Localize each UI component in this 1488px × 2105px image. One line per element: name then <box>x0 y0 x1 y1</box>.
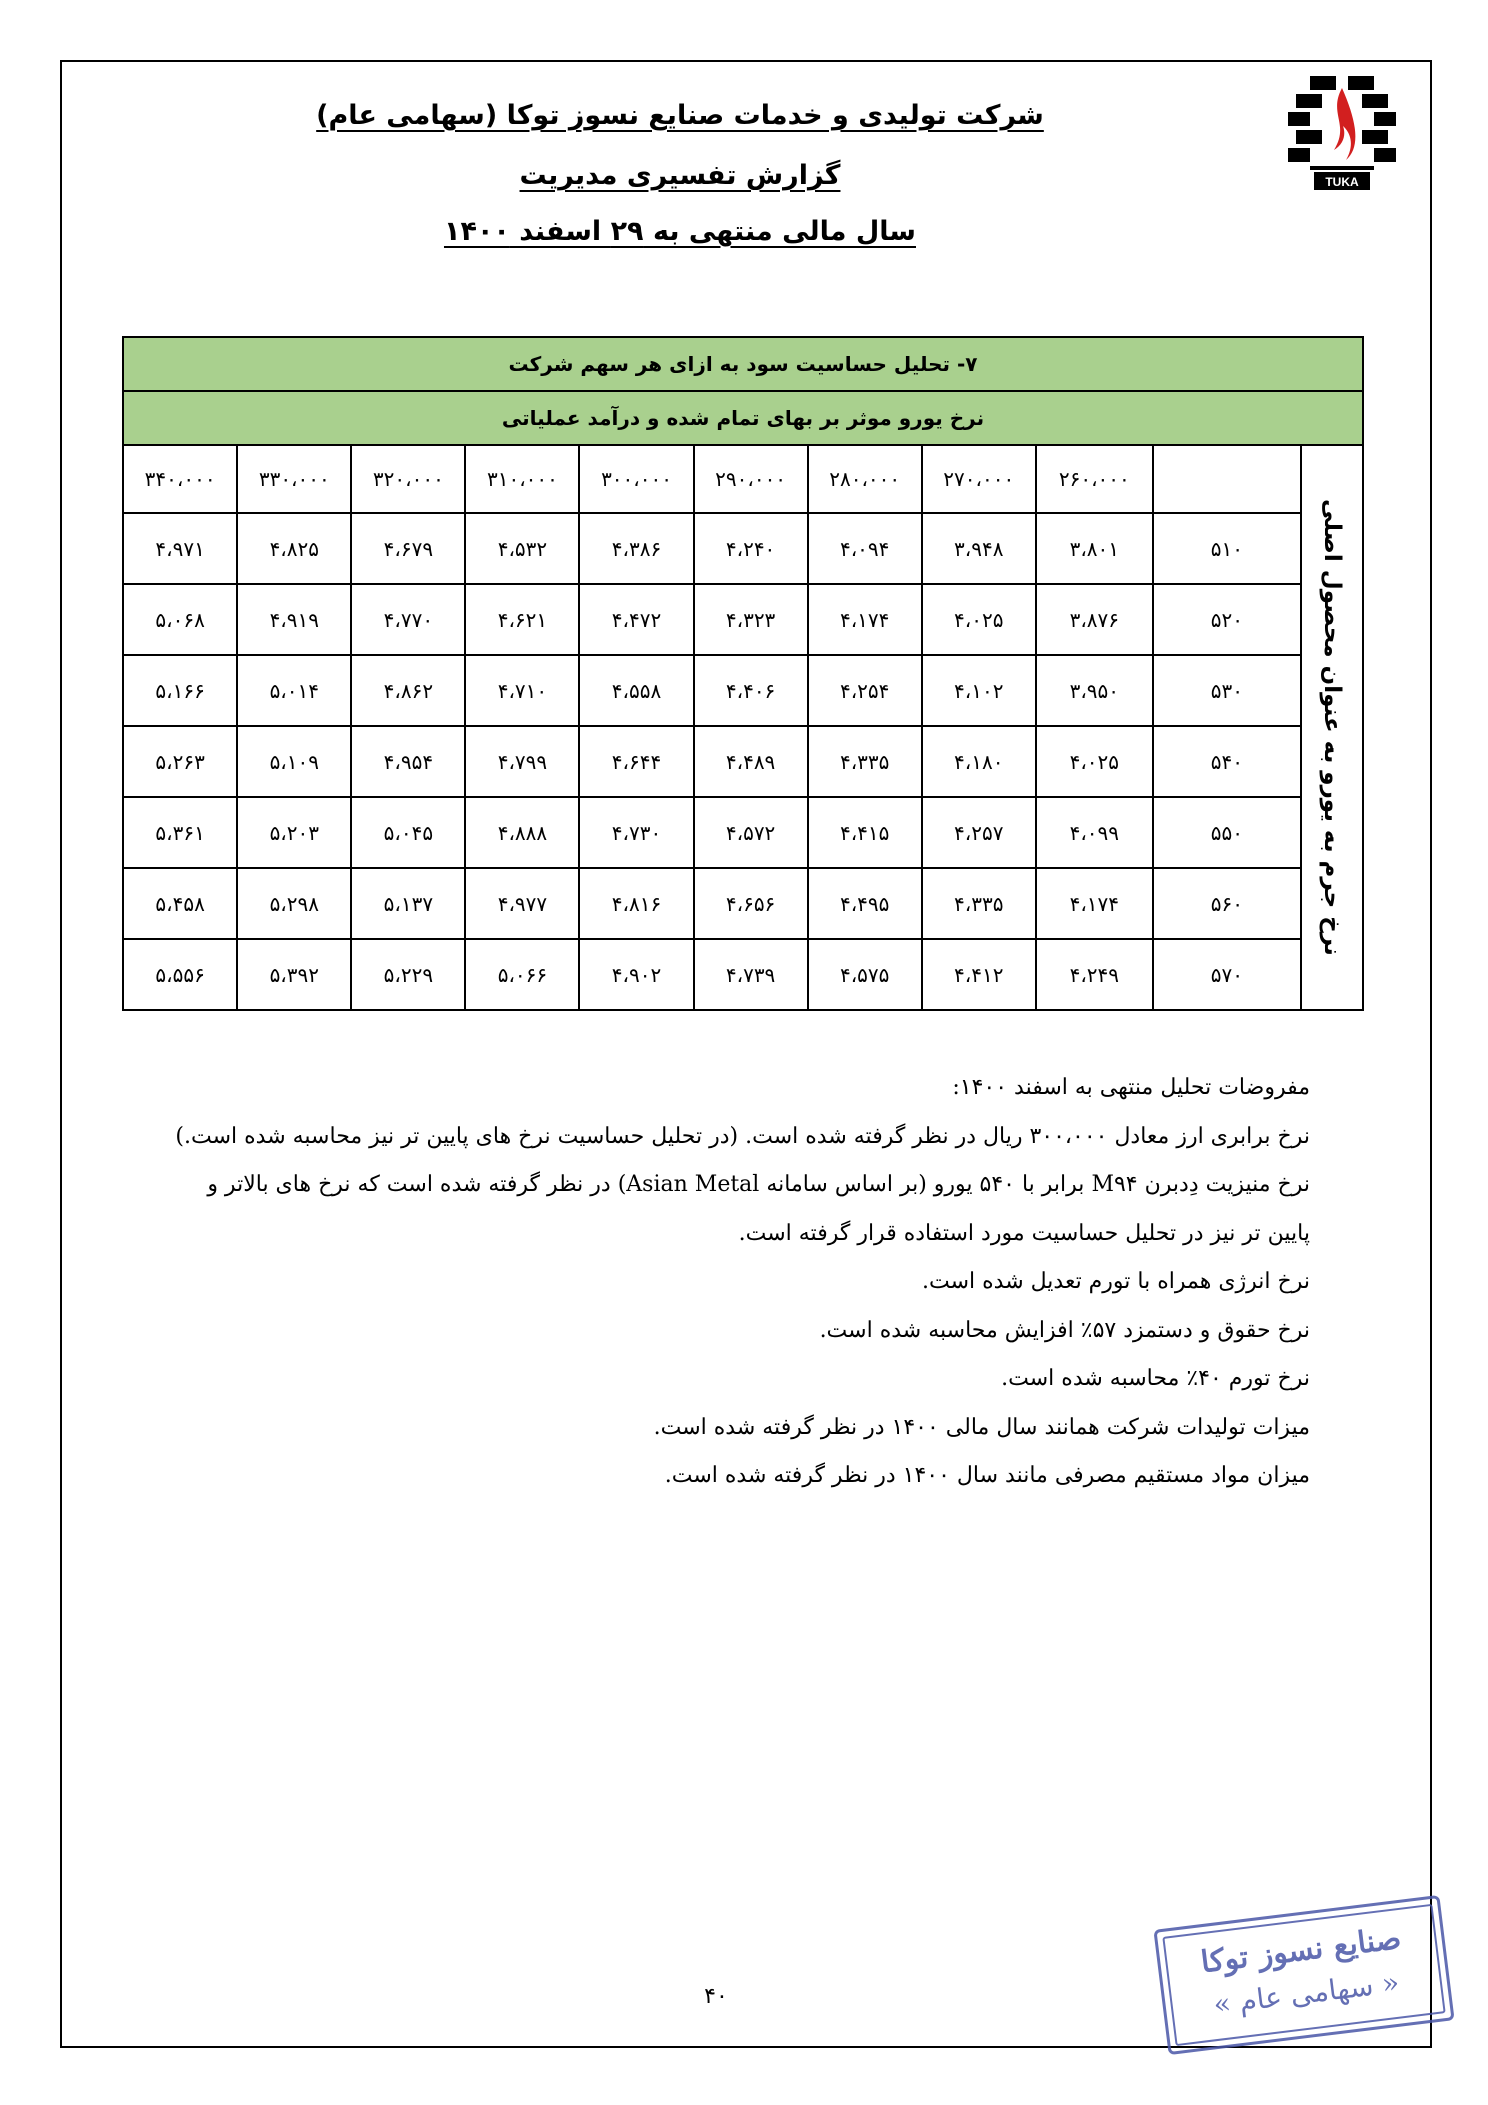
table-cell: ۴،۹۵۴ <box>351 726 465 797</box>
table-cell: ۴،۷۳۰ <box>579 797 693 868</box>
table-cell: ۴،۹۷۱ <box>123 513 237 584</box>
logo-text: TUKA <box>1325 175 1359 189</box>
column-header-row <box>123 445 1363 513</box>
table-cell: ۴،۰۹۴ <box>808 513 922 584</box>
notes-heading: مفروضات تحلیل منتهی به اسفند ۱۴۰۰: <box>952 1075 1310 1100</box>
table-row <box>123 513 1363 584</box>
table-cell: ۵،۳۹۲ <box>237 939 351 1010</box>
table-cell: ۵،۰۶۸ <box>123 584 237 655</box>
column-header: ۳۴۰،۰۰۰ <box>123 445 237 513</box>
table-cell: ۵،۲۶۳ <box>123 726 237 797</box>
table-cell: ۳،۹۵۰ <box>1036 655 1153 726</box>
note-item: نرخ تورم ۴۰٪ محاسبه شده است. <box>1001 1366 1310 1391</box>
table-cell: ۴،۵۵۸ <box>579 655 693 726</box>
table-cell: ۴،۶۷۹ <box>351 513 465 584</box>
table-row <box>123 726 1363 797</box>
column-header: ۲۹۰،۰۰۰ <box>694 445 808 513</box>
table-cell: ۴،۵۳۲ <box>465 513 579 584</box>
table-cell: ۴،۴۱۵ <box>808 797 922 868</box>
table-cell: ۴،۳۳۵ <box>808 726 922 797</box>
row-label: ۵۷۰ <box>1153 939 1301 1010</box>
table-cell: ۴،۷۷۰ <box>351 584 465 655</box>
table-cell: ۵،۵۵۶ <box>123 939 237 1010</box>
table-cell: ۴،۲۵۴ <box>808 655 922 726</box>
table-cell: ۴،۸۶۲ <box>351 655 465 726</box>
report-title: گزارش تفسیری مدیریت <box>519 160 841 191</box>
corner-cell <box>1153 445 1301 513</box>
table-cell: ۵،۲۹۸ <box>237 868 351 939</box>
table-cell: ۴،۴۰۶ <box>694 655 808 726</box>
table-row <box>123 584 1363 655</box>
column-header: ۲۷۰،۰۰۰ <box>922 445 1036 513</box>
stamp-line-2: « سهامی عام » <box>1211 1965 1401 2022</box>
column-header: ۳۱۰،۰۰۰ <box>465 445 579 513</box>
row-label: ۵۵۰ <box>1153 797 1301 868</box>
table-cell: ۴،۶۲۱ <box>465 584 579 655</box>
table-row <box>123 868 1363 939</box>
side-label: نرخ جرم به یورو به عنوان محصول اصلی <box>1301 445 1363 1010</box>
table-cell: ۵،۲۲۹ <box>351 939 465 1010</box>
table-row <box>123 797 1363 868</box>
table-cell: ۴،۱۰۲ <box>922 655 1036 726</box>
note-item: نرخ برابری ارز معادل ۳۰۰،۰۰۰ ریال در نظر گرفته شده است. (در تحلیل حساسیت نرخ های پایین تر نیز محاسبه شده است.) <box>175 1123 1310 1149</box>
page-number: ۴۰ <box>704 1984 728 2009</box>
table-cell: ۴،۰۹۹ <box>1036 797 1153 868</box>
note-item: نرخ منیزیت دِدبرن M۹۴ برابر با ۵۴۰ یورو (بر اساس سامانه Asian Metal) در نظر گرفته شده است که نرخ های بالاتر و پایین تر نیز در تحلیل حساسیت مورد استفاده قرار گرفته است. <box>207 1172 1310 1246</box>
period-title: سال مالی منتهی به ۲۹ اسفند ۱۴۰۰ <box>443 216 916 247</box>
row-label: ۵۱۰ <box>1153 513 1301 584</box>
company-title: شرکت تولیدی و خدمات صنایع نسوز توکا (سهامی عام) <box>316 100 1044 131</box>
table-cell: ۵،۱۳۷ <box>351 868 465 939</box>
table-cell: ۴،۵۷۲ <box>694 797 808 868</box>
table-cell: ۳،۸۷۶ <box>1036 584 1153 655</box>
note-item: نرخ حقوق و دستمزد ۵۷٪ افزایش محاسبه شده است. <box>819 1317 1310 1343</box>
table-cell: ۳،۹۴۸ <box>922 513 1036 584</box>
table-cell: ۵،۴۵۸ <box>123 868 237 939</box>
table-cell: ۴،۲۴۰ <box>694 513 808 584</box>
table-cell: ۴،۷۹۹ <box>465 726 579 797</box>
table-cell: ۴،۳۸۶ <box>579 513 693 584</box>
table-cell: ۴،۲۴۹ <box>1036 939 1153 1010</box>
table-cell: ۵،۰۶۶ <box>465 939 579 1010</box>
note-item: میزات تولیدات شرکت همانند سال مالی ۱۴۰۰ در نظر گرفته شده است. <box>653 1414 1310 1440</box>
note-item: میزان مواد مستقیم مصرفی مانند سال ۱۴۰۰ در نظر گرفته شده است. <box>664 1463 1310 1488</box>
column-header: ۳۰۰،۰۰۰ <box>579 445 693 513</box>
table-cell: ۴،۵۷۵ <box>808 939 922 1010</box>
row-label: ۵۴۰ <box>1153 726 1301 797</box>
table-cell: ۴،۰۲۵ <box>922 584 1036 655</box>
table-cell: ۵،۱۶۶ <box>123 655 237 726</box>
note-item: نرخ انرژی همراه با تورم تعدیل شده است. <box>921 1269 1310 1294</box>
table-cell: ۴،۹۰۲ <box>579 939 693 1010</box>
assumptions-notes <box>160 1064 1310 1501</box>
column-header: ۲۶۰،۰۰۰ <box>1036 445 1153 513</box>
row-label: ۵۳۰ <box>1153 655 1301 726</box>
table-cell: ۵،۰۱۴ <box>237 655 351 726</box>
table-cell: ۴،۴۱۲ <box>922 939 1036 1010</box>
table-cell: ۴،۹۱۹ <box>237 584 351 655</box>
table-cell: ۴،۶۵۶ <box>694 868 808 939</box>
table-cell: ۴،۷۱۰ <box>465 655 579 726</box>
column-header: ۲۸۰،۰۰۰ <box>808 445 922 513</box>
table-cell: ۴،۴۹۵ <box>808 868 922 939</box>
table-row <box>123 655 1363 726</box>
table-cell: ۵،۰۴۵ <box>351 797 465 868</box>
table-cell: ۴،۰۲۵ <box>1036 726 1153 797</box>
table-cell: ۴،۸۸۸ <box>465 797 579 868</box>
table-subtitle: نرخ یورو موثر بر بهای تمام شده و درآمد عملیاتی <box>123 391 1363 445</box>
table-cell: ۵،۳۶۱ <box>123 797 237 868</box>
table-cell: ۴،۹۷۷ <box>465 868 579 939</box>
table-cell: ۳،۸۰۱ <box>1036 513 1153 584</box>
table-cell: ۴،۱۷۴ <box>808 584 922 655</box>
table-cell: ۴،۷۳۹ <box>694 939 808 1010</box>
sensitivity-table <box>122 336 1364 1011</box>
table-cell: ۴،۴۷۲ <box>579 584 693 655</box>
table-title: ۷- تحلیل حساسیت سود به ازای هر سهم شرکت <box>123 337 1363 391</box>
table-cell: ۴،۱۷۴ <box>1036 868 1153 939</box>
stamp-line-1: صنایع نسوز توکا <box>1199 1921 1404 1981</box>
column-header: ۳۲۰،۰۰۰ <box>351 445 465 513</box>
row-label: ۵۲۰ <box>1153 584 1301 655</box>
table-row <box>123 939 1363 1010</box>
table-cell: ۴،۱۸۰ <box>922 726 1036 797</box>
table-cell: ۴،۳۲۳ <box>694 584 808 655</box>
column-header: ۳۳۰،۰۰۰ <box>237 445 351 513</box>
row-label: ۵۶۰ <box>1153 868 1301 939</box>
table-cell: ۴،۸۱۶ <box>579 868 693 939</box>
table-cell: ۴،۴۸۹ <box>694 726 808 797</box>
table-cell: ۴،۲۵۷ <box>922 797 1036 868</box>
table-cell: ۵،۲۰۳ <box>237 797 351 868</box>
table-cell: ۴،۸۲۵ <box>237 513 351 584</box>
table-cell: ۴،۶۴۴ <box>579 726 693 797</box>
table-cell: ۴،۳۳۵ <box>922 868 1036 939</box>
table-cell: ۵،۱۰۹ <box>237 726 351 797</box>
